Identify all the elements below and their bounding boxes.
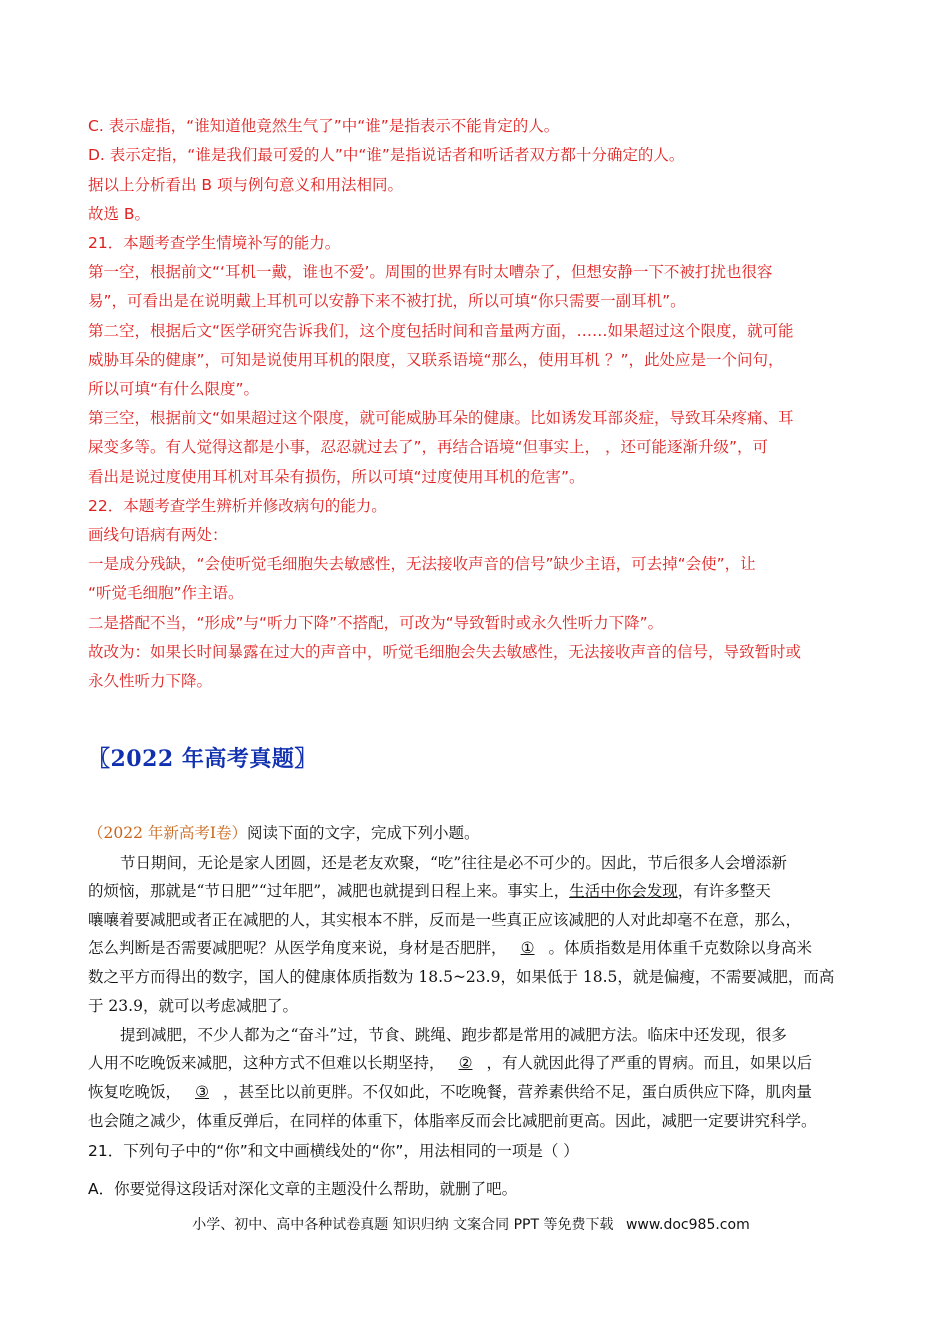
q21-blank3-line1: 第三空，根据前文“如果超过这个限度，就可能威胁耳朵的健康。比如诱发耳部炎症，导致耳朵疼痛、耳 [88,409,794,427]
passage-intro-line [88,821,480,843]
q21-blank3-line2: 屎变多等。有人觉得这都是小事，忍忍就过去了”，再结合语境“但事实上， ，还可能逐渐升级”，可 [88,438,769,456]
q22-line5: 故改为：如果长时间暴露在过大的声音中，听觉毛细胞会失去敏感性，无法接收声音的信号，导致暂时或 [88,643,802,661]
q22-line6: 永久性听力下降。 [88,672,213,690]
passage-text: ，有许多整天 [677,882,771,900]
passage-p1-line1: 节日期间，无论是家人团圆，还是老友欢聚，“吃”往往是必不可少的。因此，节后很多人会增添新 [120,854,787,872]
answer-choice: 故选 B。 [88,205,151,223]
passage-p1-line5: 数之平方而得出的数字，国人的健康体质指数为 18.5~23.9，如果低于 18.5，就是偏瘦，不需要减肥，而高 [88,968,835,986]
answer-option-d: D. 表示定指，“谁是我们最可爱的人”中“谁”是指说话者和听话者双方都十分确定的人。 [88,146,685,164]
underlined-phrase: 生活中你会发现 [569,882,678,900]
q21-blank1-line1: 第一空，根据前文“‘耳机一戴，谁也不爱’。周围的世界有时太嘈杂了，但想安静一下不被打扰也很容 [88,263,773,281]
passage-text: 人用不吃晚饭来减肥，这种方式不但难以长期坚持， [88,1054,445,1072]
analysis-conclusion: 据以上分析看出 B 项与例句意义和用法相同。 [88,176,403,194]
question-21-option-a: A．你要觉得这段话对深化文章的主题没什么帮助，就删了吧。 [88,1180,518,1198]
q22-line1: 画线句语病有两处： [88,526,228,544]
q21-blank2-line2: 威胁耳朵的健康”，可知是说使用耳机的限度，又联系语境“那么，使用耳机 ？”，此处应是一个问句， [88,351,784,369]
passage-p2-line1: 提到减肥，不少人都为之“奋斗”过，节食、跳绳、跑步都是常用的减肥方法。临床中还发现，很多 [120,1026,787,1044]
passage-text: 恢复吃晚饭， [88,1083,182,1101]
q21-blank2-line1: 第二空，根据后文“医学研究告诉我们，这个度包括时间和音量两方面，……如果超过这个限度，就可能 [88,322,794,340]
passage-text: 。体质指数是用体重千克数除以身高米 [548,939,813,957]
passage-p1-line3: 嚷嚷着要减肥或者正在减肥的人，其实根本不胖，反而是一些真正应该减肥的人对此却毫不在意，那么， [88,911,802,929]
passage-text: ，甚至比以前更胖。不仅如此，不吃晚餐，营养素供给不足，蛋白质供应下降，肌肉量 [223,1083,813,1101]
passage-text: 的烦恼，那就是“节日肥”“过年肥”，减肥也就提到日程上来。事实上， [88,882,570,900]
footer-text: 小学、初中、高中各种试卷真题 知识归纳 文案合同 PPT 等免费下载 [192,1217,614,1233]
q21-blank2-line3: 所以可填“有什么限度”。 [88,380,260,398]
answer-option-c: C. 表示虚指，“谁知道他竟然生气了”中“谁”是指表示不能肯定的人。 [88,117,560,135]
passage-p2-line3 [88,1080,812,1102]
q22-line3: “听觉毛细胞”作主语。 [88,584,244,602]
q22-title: 22．本题考查学生辨析并修改病句的能力。 [88,497,387,515]
q22-line2: 一是成分残缺，“会使听觉毛细胞失去敏感性，无法接收声音的信号”缺少主语，可去掉“会使”，让 [88,555,756,573]
passage-intro: 阅读下面的文字，完成下列小题。 [247,824,480,842]
footer-site-link[interactable]: www.doc985.com [625,1217,750,1233]
passage-p1-line2 [88,879,771,901]
blank-2: ② [458,1054,473,1072]
passage-p1-line4 [88,936,812,958]
passage-text: ，有人就因此得了严重的胃病。而且，如果以后 [486,1054,813,1072]
passage-p2-line4: 也会随之减少，体重反弹后，在同样的体重下，体脂率反而会比减肥前更高。因此，减肥一定要讲究科学。 [88,1112,817,1130]
passage-text: 怎么判断是否需要减肥呢？从医学角度来说，身材是否肥胖， [88,939,507,957]
page-footer [0,1214,950,1234]
blank-1: ① [520,939,535,957]
question-21: 21．下列句子中的“你”和文中画横线处的“你”，用法相同的一项是（ ） [88,1142,579,1160]
section-heading: 〖2022 年高考真题〗 [88,746,317,772]
q21-blank3-line3: 看出是说过度使用耳机对耳朵有损伤，所以可填“过度使用耳机的危害”。 [88,468,585,486]
q22-line4: 二是搭配不当，“形成”与“听力下降”不搭配，可改为“导致暂时或永久性听力下降”。 [88,614,664,632]
q21-blank1-line2: 易”，可看出是在说明戴上耳机可以安静下来不被打扰，所以可填“你只需要一副耳机”。 [88,292,686,310]
blank-3: ③ [195,1083,209,1101]
passage-p1-line6: 于 23.9，就可以考虑减肥了。 [88,997,298,1015]
passage-p2-line2 [88,1051,812,1073]
q21-title: 21．本题考查学生情境补写的能力。 [88,234,341,252]
passage-source: （2022 年新高考Ⅰ卷） [88,824,247,842]
